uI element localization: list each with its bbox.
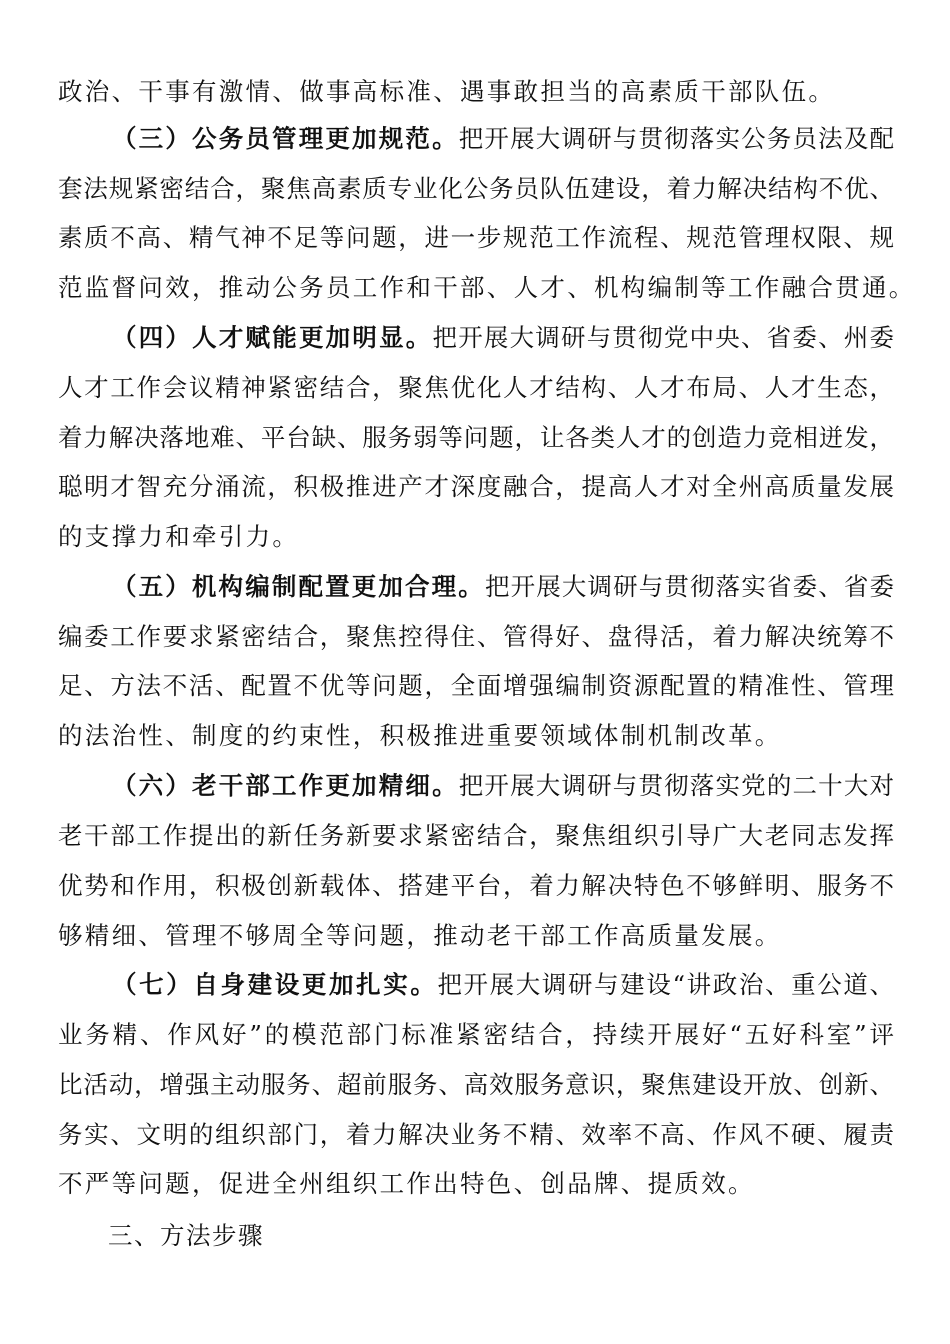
- text-line: 着力解决落地难、平台缺、服务弱等问题，让各类人才的创造力竞相迸发，: [58, 423, 894, 452]
- text-line: 务实、文明的组织部门，着力解决业务不精、效率不高、作风不硬、履责: [58, 1120, 894, 1149]
- text-line: 聪明才智充分涌流，积极推进产才深度融合，提高人才对全州高质量发展: [58, 472, 894, 501]
- text-line: 优势和作用，积极创新载体、搭建平台，着力解决特色不够鲜明、服务不: [58, 871, 894, 900]
- text-line: 不严等问题，促进全州组织工作出特色、创品牌、提质效。: [58, 1169, 755, 1198]
- text-line: 业务精、作风好”的模范部门标准紧密结合，持续开展好“五好科室”评: [58, 1020, 894, 1049]
- paragraph-first-line: [112, 322, 894, 354]
- text-line: 政治、干事有激情、做事高标准、遇事敢担当的高素质干部队伍。: [58, 77, 836, 106]
- paragraph-text: 把开展大调研与贯彻落实省委、省委: [484, 572, 895, 601]
- text-line: 套法规紧密结合，聚焦高素质专业化公务员队伍建设，着力解决结构不优、: [58, 174, 894, 203]
- paragraph-text: 把开展大调研与贯彻党中央、省委、州委: [432, 323, 894, 352]
- paragraph-first-line: [112, 123, 894, 155]
- text-line: 编委工作要求紧密结合，聚焦控得住、管得好、盘得活，着力解决统筹不: [58, 622, 894, 651]
- section-heading: 三、方法步骤: [108, 1221, 264, 1250]
- paragraph-first-line: [112, 571, 894, 603]
- paragraph-title: （七）自身建设更加扎实。: [112, 970, 438, 999]
- paragraph-first-line: [112, 969, 894, 1001]
- text-line: 足、方法不活、配置不优等问题，全面增强编制资源配置的精准性、管理: [58, 671, 894, 700]
- paragraph-title: （五）机构编制配置更加合理。: [112, 572, 485, 601]
- paragraph-text: 把开展大调研与建设“讲政治、重公道、: [437, 970, 894, 999]
- paragraph-text: 把开展大调研与贯彻落实公务员法及配: [458, 124, 895, 153]
- text-line: 范监督问效，推动公务员工作和干部、人才、机构编制等工作融合贯通。: [58, 273, 916, 302]
- text-line: 的法治性、制度的约束性，积极推进重要领域体制机制改革。: [58, 721, 782, 750]
- paragraph-text: 把开展大调研与贯彻落实党的二十大对: [458, 771, 895, 800]
- text-line: 老干部工作提出的新任务新要求紧密结合，聚焦组织引导广大老同志发挥: [58, 821, 894, 850]
- text-line: 够精细、管理不够周全等问题，推动老干部工作高质量发展。: [58, 921, 782, 950]
- paragraph-first-line: [112, 770, 894, 802]
- paragraph-title: （三）公务员管理更加规范。: [112, 124, 459, 153]
- text-line: 比活动，增强主动服务、超前服务、高效服务意识，聚焦建设开放、创新、: [58, 1070, 894, 1099]
- text-line: 的支撑力和牵引力。: [58, 522, 300, 551]
- paragraph-title: （六）老干部工作更加精细。: [112, 771, 459, 800]
- text-line: 素质不高、精气神不足等问题，进一步规范工作流程、规范管理权限、规: [58, 223, 894, 252]
- text-line: 人才工作会议精神紧密结合，聚焦优化人才结构、人才布局、人才生态，: [58, 373, 894, 402]
- paragraph-title: （四）人才赋能更加明显。: [112, 323, 433, 352]
